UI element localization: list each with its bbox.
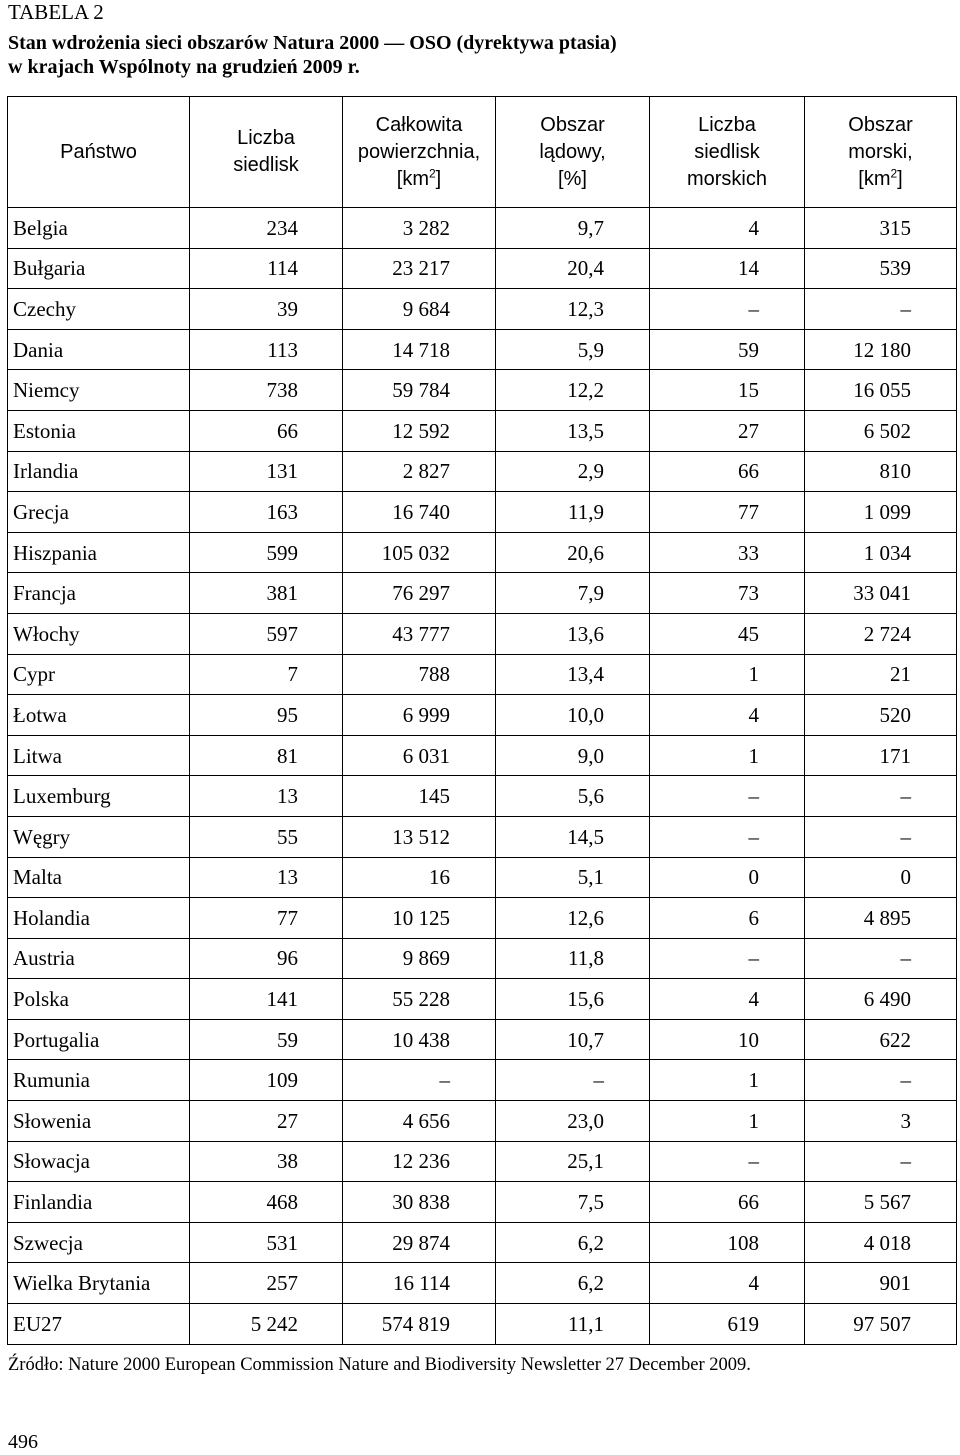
sites-count-cell: 381 xyxy=(190,573,343,614)
land-share-cell: 11,9 xyxy=(496,492,650,533)
table-row xyxy=(8,898,957,939)
table-row xyxy=(8,857,957,898)
country-cell: Holandia xyxy=(8,898,190,939)
column-header xyxy=(343,97,496,208)
marine-sites-cell: 1 xyxy=(650,735,805,776)
marine-area-cell: – xyxy=(805,816,957,857)
table-row xyxy=(8,735,957,776)
land-share-cell: 5,9 xyxy=(496,329,650,370)
total-area-cell: 55 228 xyxy=(343,979,496,1020)
marine-sites-cell: 66 xyxy=(650,1182,805,1223)
land-share-cell: 6,2 xyxy=(496,1222,650,1263)
marine-area-cell: 16 055 xyxy=(805,370,957,411)
country-cell: Słowenia xyxy=(8,1101,190,1142)
table-row xyxy=(8,1182,957,1223)
marine-sites-cell: – xyxy=(650,938,805,979)
column-header-line: [%] xyxy=(558,167,587,190)
land-share-cell: 6,2 xyxy=(496,1263,650,1304)
total-area-cell: 145 xyxy=(343,776,496,817)
sites-count-cell: 38 xyxy=(190,1141,343,1182)
country-cell: Francja xyxy=(8,573,190,614)
country-cell: Estonia xyxy=(8,410,190,451)
marine-area-cell: 97 507 xyxy=(805,1304,957,1345)
table-row xyxy=(8,208,957,249)
table-row xyxy=(8,532,957,573)
marine-sites-cell: – xyxy=(650,776,805,817)
land-share-cell: 12,3 xyxy=(496,289,650,330)
total-area-cell: 3 282 xyxy=(343,208,496,249)
marine-area-cell: – xyxy=(805,1060,957,1101)
country-cell: Cypr xyxy=(8,654,190,695)
marine-area-cell: – xyxy=(805,776,957,817)
marine-sites-cell: 1 xyxy=(650,1101,805,1142)
column-header-unit: $[km^2]$ xyxy=(396,165,442,190)
country-cell: Austria xyxy=(8,938,190,979)
column-header-line: Państwo xyxy=(60,140,137,163)
marine-area-cell: 3 xyxy=(805,1101,957,1142)
sites-count-cell: 59 xyxy=(190,1019,343,1060)
land-share-cell: 5,6 xyxy=(496,776,650,817)
column-header-line: Obszar xyxy=(848,113,913,136)
marine-area-cell: 622 xyxy=(805,1019,957,1060)
sites-count-cell: 113 xyxy=(190,329,343,370)
marine-sites-cell: 6 xyxy=(650,898,805,939)
table-row xyxy=(8,1263,957,1304)
column-header-line: Liczba xyxy=(698,113,756,136)
country-cell: Rumunia xyxy=(8,1060,190,1101)
marine-area-cell: 12 180 xyxy=(805,329,957,370)
sites-count-cell: 13 xyxy=(190,857,343,898)
land-share-cell: 9,0 xyxy=(496,735,650,776)
marine-sites-cell: 33 xyxy=(650,532,805,573)
land-share-cell: 15,6 xyxy=(496,979,650,1020)
land-share-cell: 11,8 xyxy=(496,938,650,979)
column-header xyxy=(496,97,650,208)
total-area-cell: 16 xyxy=(343,857,496,898)
land-share-cell: – xyxy=(496,1060,650,1101)
marine-sites-cell: 10 xyxy=(650,1019,805,1060)
land-share-cell: 5,1 xyxy=(496,857,650,898)
land-share-cell: 7,9 xyxy=(496,573,650,614)
sites-count-cell: 114 xyxy=(190,248,343,289)
sites-count-cell: 599 xyxy=(190,532,343,573)
marine-area-cell: – xyxy=(805,1141,957,1182)
sites-count-cell: 234 xyxy=(190,208,343,249)
country-cell: Szwecja xyxy=(8,1222,190,1263)
column-header-line: lądowy, xyxy=(539,140,606,163)
table-row xyxy=(8,289,957,330)
marine-area-cell: – xyxy=(805,289,957,330)
marine-area-cell: – xyxy=(805,938,957,979)
total-area-cell: 59 784 xyxy=(343,370,496,411)
country-cell: Słowacja xyxy=(8,1141,190,1182)
land-share-cell: 13,5 xyxy=(496,410,650,451)
country-cell: Polska xyxy=(8,979,190,1020)
source-note: Źródło: Nature 2000 European Commission Nature and Biodiversity Newsletter 27 December 2009. xyxy=(8,1355,751,1375)
marine-sites-cell: 73 xyxy=(650,573,805,614)
total-area-cell: 76 297 xyxy=(343,573,496,614)
country-cell: Hiszpania xyxy=(8,532,190,573)
table-title xyxy=(8,31,617,79)
sites-count-cell: 95 xyxy=(190,695,343,736)
marine-sites-cell: 1 xyxy=(650,654,805,695)
total-area-cell: 14 718 xyxy=(343,329,496,370)
marine-sites-cell: 27 xyxy=(650,410,805,451)
land-share-cell: 14,5 xyxy=(496,816,650,857)
marine-sites-cell: 4 xyxy=(650,979,805,1020)
total-area-cell: 13 512 xyxy=(343,816,496,857)
sites-count-cell: 141 xyxy=(190,979,343,1020)
marine-sites-cell: 108 xyxy=(650,1222,805,1263)
page-number: 496 xyxy=(8,1431,38,1453)
country-cell: Niemcy xyxy=(8,370,190,411)
table-row xyxy=(8,938,957,979)
table-row xyxy=(8,451,957,492)
sites-count-cell: 66 xyxy=(190,410,343,451)
total-area-cell: 574 819 xyxy=(343,1304,496,1345)
total-area-cell: – xyxy=(343,1060,496,1101)
column-header-line: Liczba xyxy=(237,127,295,149)
column-header-line: powierzchnia, xyxy=(357,140,481,163)
header-row xyxy=(8,97,957,208)
table-row xyxy=(8,370,957,411)
sites-count-cell: 96 xyxy=(190,938,343,979)
marine-sites-cell: – xyxy=(650,289,805,330)
table-title-line: w krajach Wspólnoty na grudzień 2009 r. xyxy=(8,56,360,78)
sites-count-cell: 163 xyxy=(190,492,343,533)
marine-area-cell: 21 xyxy=(805,654,957,695)
land-share-cell: 12,2 xyxy=(496,370,650,411)
marine-area-cell: 1 034 xyxy=(805,532,957,573)
marine-area-cell: 0 xyxy=(805,857,957,898)
sites-count-cell: 5 242 xyxy=(190,1304,343,1345)
column-header-line: siedlisk xyxy=(233,154,299,176)
marine-area-cell: 33 041 xyxy=(805,573,957,614)
marine-sites-cell: – xyxy=(650,1141,805,1182)
sites-count-cell: 531 xyxy=(190,1222,343,1263)
sites-count-cell: 597 xyxy=(190,613,343,654)
table-row xyxy=(8,1101,957,1142)
marine-area-cell: 4 895 xyxy=(805,898,957,939)
sites-count-cell: 131 xyxy=(190,451,343,492)
sites-count-cell: 81 xyxy=(190,735,343,776)
country-cell: Bułgaria xyxy=(8,248,190,289)
marine-sites-cell: 4 xyxy=(650,208,805,249)
table-row xyxy=(8,492,957,533)
land-share-cell: 13,4 xyxy=(496,654,650,695)
marine-sites-cell: 59 xyxy=(650,329,805,370)
total-area-cell: 12 236 xyxy=(343,1141,496,1182)
sites-count-cell: 257 xyxy=(190,1263,343,1304)
column-header-line: morskich xyxy=(686,167,767,190)
column-header xyxy=(190,97,343,208)
country-cell: Wielka Brytania xyxy=(8,1263,190,1304)
table-row xyxy=(8,410,957,451)
marine-sites-cell: 45 xyxy=(650,613,805,654)
table-row xyxy=(8,816,957,857)
column-header-line: morski, xyxy=(848,140,913,163)
country-cell: Finlandia xyxy=(8,1182,190,1223)
country-cell: Malta xyxy=(8,857,190,898)
table-row xyxy=(8,573,957,614)
country-cell: EU27 xyxy=(8,1304,190,1345)
sites-count-cell: 55 xyxy=(190,816,343,857)
column-header xyxy=(650,97,805,208)
marine-area-cell: 901 xyxy=(805,1263,957,1304)
total-area-cell: 10 438 xyxy=(343,1019,496,1060)
total-area-cell: 6 031 xyxy=(343,735,496,776)
sites-count-cell: 738 xyxy=(190,370,343,411)
land-share-cell: 13,6 xyxy=(496,613,650,654)
marine-sites-cell: 0 xyxy=(650,857,805,898)
total-area-cell: 30 838 xyxy=(343,1182,496,1223)
marine-area-cell: 171 xyxy=(805,735,957,776)
table-row xyxy=(8,1060,957,1101)
land-share-cell: 25,1 xyxy=(496,1141,650,1182)
table-row xyxy=(8,329,957,370)
total-area-cell: 9 869 xyxy=(343,938,496,979)
marine-area-cell: 315 xyxy=(805,208,957,249)
marine-area-cell: 810 xyxy=(805,451,957,492)
sites-count-cell: 39 xyxy=(190,289,343,330)
total-area-cell: 16 114 xyxy=(343,1263,496,1304)
total-area-cell: 12 592 xyxy=(343,410,496,451)
total-area-cell: 43 777 xyxy=(343,613,496,654)
total-area-cell: 6 999 xyxy=(343,695,496,736)
land-share-cell: 11,1 xyxy=(496,1304,650,1345)
table-row xyxy=(8,1019,957,1060)
marine-sites-cell: 77 xyxy=(650,492,805,533)
column-header-unit: $[km^2]$ xyxy=(858,165,903,190)
sites-count-cell: 13 xyxy=(190,776,343,817)
table-row xyxy=(8,613,957,654)
land-share-cell: 9,7 xyxy=(496,208,650,249)
column-header xyxy=(805,97,957,208)
sites-count-cell: 7 xyxy=(190,654,343,695)
country-cell: Luxemburg xyxy=(8,776,190,817)
marine-area-cell: 4 018 xyxy=(805,1222,957,1263)
marine-sites-cell: 14 xyxy=(650,248,805,289)
country-cell: Dania xyxy=(8,329,190,370)
sites-count-cell: 77 xyxy=(190,898,343,939)
land-share-cell: 10,0 xyxy=(496,695,650,736)
table-row xyxy=(8,1304,957,1345)
marine-area-cell: 5 567 xyxy=(805,1182,957,1223)
column-header-line: Całkowita xyxy=(375,113,463,136)
land-share-cell: 10,7 xyxy=(496,1019,650,1060)
land-share-cell: 20,6 xyxy=(496,532,650,573)
country-cell: Irlandia xyxy=(8,451,190,492)
sites-count-cell: 27 xyxy=(190,1101,343,1142)
country-cell: Łotwa xyxy=(8,695,190,736)
table-row xyxy=(8,979,957,1020)
sites-count-cell: 109 xyxy=(190,1060,343,1101)
land-share-cell: 12,6 xyxy=(496,898,650,939)
marine-area-cell: 6 502 xyxy=(805,410,957,451)
natura-2000-table xyxy=(7,96,957,1345)
total-area-cell: 788 xyxy=(343,654,496,695)
marine-sites-cell: 619 xyxy=(650,1304,805,1345)
marine-sites-cell: – xyxy=(650,816,805,857)
table-row xyxy=(8,1222,957,1263)
marine-sites-cell: 4 xyxy=(650,695,805,736)
total-area-cell: 105 032 xyxy=(343,532,496,573)
marine-area-cell: 2 724 xyxy=(805,613,957,654)
country-cell: Portugalia xyxy=(8,1019,190,1060)
total-area-cell: 10 125 xyxy=(343,898,496,939)
marine-sites-cell: 4 xyxy=(650,1263,805,1304)
total-area-cell: 29 874 xyxy=(343,1222,496,1263)
sites-count-cell: 468 xyxy=(190,1182,343,1223)
table-label: TABELA 2 xyxy=(8,0,104,24)
column-header-line: Obszar xyxy=(540,113,605,136)
marine-area-cell: 539 xyxy=(805,248,957,289)
total-area-cell: 16 740 xyxy=(343,492,496,533)
total-area-cell: 9 684 xyxy=(343,289,496,330)
table-row xyxy=(8,695,957,736)
marine-area-cell: 520 xyxy=(805,695,957,736)
marine-area-cell: 6 490 xyxy=(805,979,957,1020)
marine-sites-cell: 1 xyxy=(650,1060,805,1101)
land-share-cell: 20,4 xyxy=(496,248,650,289)
column-header xyxy=(8,97,190,208)
country-cell: Grecja xyxy=(8,492,190,533)
table-title-line: Stan wdrożenia sieci obszarów Natura 2000 — OSO (dyrektywa ptasia) xyxy=(8,32,617,54)
country-cell: Litwa xyxy=(8,735,190,776)
table-row xyxy=(8,654,957,695)
table-row xyxy=(8,248,957,289)
total-area-cell: 23 217 xyxy=(343,248,496,289)
land-share-cell: 2,9 xyxy=(496,451,650,492)
table-row xyxy=(8,1141,957,1182)
country-cell: Czechy xyxy=(8,289,190,330)
country-cell: Belgia xyxy=(8,208,190,249)
marine-area-cell: 1 099 xyxy=(805,492,957,533)
table-body xyxy=(8,208,957,1345)
land-share-cell: 7,5 xyxy=(496,1182,650,1223)
country-cell: Węgry xyxy=(8,816,190,857)
country-cell: Włochy xyxy=(8,613,190,654)
land-share-cell: 23,0 xyxy=(496,1101,650,1142)
column-header-line: siedlisk xyxy=(694,140,760,163)
marine-sites-cell: 15 xyxy=(650,370,805,411)
table-row xyxy=(8,776,957,817)
total-area-cell: 4 656 xyxy=(343,1101,496,1142)
marine-sites-cell: 66 xyxy=(650,451,805,492)
total-area-cell: 2 827 xyxy=(343,451,496,492)
